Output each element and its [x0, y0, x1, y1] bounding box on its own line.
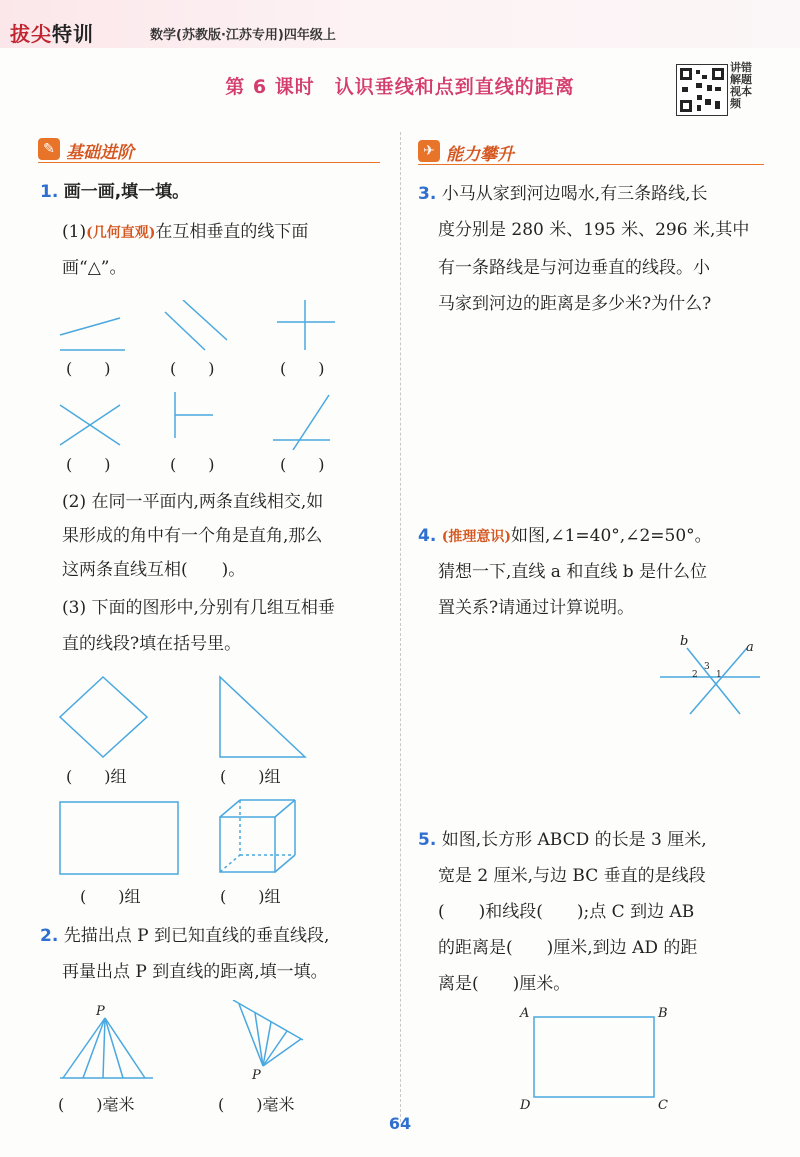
section-title-left: 基础进阶 [66, 143, 134, 163]
q5-line5: 离是( )厘米。 [438, 974, 571, 994]
q2-fig1-ray1 [63, 1018, 105, 1078]
q5-rectangle-figure [530, 1012, 660, 1102]
q1-part1-line1 [62, 212, 308, 253]
q3-line3: 有一条路线是与河边垂直的线段。小 [438, 258, 710, 278]
q1-group-blank-2[interactable]: ( )组 [220, 767, 281, 786]
q4-label-a: a [746, 640, 754, 655]
subject-label: 数学(苏教版·江苏专用)四年级上 [150, 28, 336, 43]
q4-line1 [418, 516, 712, 557]
q2-line1 [40, 916, 329, 956]
fig2-line-b [183, 300, 227, 340]
q3-line4: 马家到河边的距离是多少米?为什么? [438, 294, 712, 314]
q4-line-b [687, 648, 740, 714]
q3-number: 3. [418, 184, 437, 204]
q2-fig1-ray3 [103, 1018, 105, 1078]
q1-part1-line2: 画“△”。 [62, 258, 127, 278]
q2-mm-blank-2[interactable]: ( )毫米 [218, 1095, 295, 1114]
q4-number: 4. [418, 526, 437, 546]
q4-label-3: 3 [704, 662, 710, 672]
q2-fig1-ray5 [105, 1018, 145, 1078]
shape-rectangle [60, 802, 178, 874]
q1-group-blank-4[interactable]: ( )组 [220, 887, 281, 906]
q2-fig2-ray5 [263, 1039, 301, 1066]
q2-point-p-1: P [96, 1004, 105, 1019]
q4-line2: 猜想一下,直线 a 和直线 b 是什么位 [438, 562, 708, 582]
header-band [0, 0, 800, 48]
q1-blank-1[interactable]: ( ) [66, 359, 111, 378]
q3-text1: 小马从家到河边喝水,有三条路线,长 [441, 184, 708, 204]
page-number: 64 [388, 1114, 412, 1133]
q2-text1: 先描出点 P 到已知直线的垂直线段, [63, 926, 330, 946]
q1-blank-2[interactable]: ( ) [170, 359, 215, 378]
brand-logo [10, 18, 94, 47]
fig2-line-a [165, 312, 205, 350]
cube-edge-1 [220, 800, 240, 817]
q1-group-blank-3[interactable]: ( )组 [80, 887, 141, 906]
column-divider [400, 132, 401, 1122]
q5-number: 5. [418, 830, 437, 850]
q2-point-p-2: P [252, 1068, 261, 1083]
q2-line2: 再量出点 P 到直线的距离,填一填。 [62, 962, 328, 982]
q5-line3: ( )和线段( );点 C 到边 AB [438, 902, 695, 922]
shape-square-rotated [60, 677, 147, 757]
q1-group-blank-1[interactable]: ( )组 [66, 767, 127, 786]
q5-rectangle [534, 1017, 654, 1097]
q4-label-2: 2 [692, 670, 698, 680]
section-title-right: 能力攀升 [446, 145, 514, 165]
q5-vertex-b: B [658, 1006, 668, 1021]
q4-line-a [690, 648, 747, 714]
q1-part2-line3: 这两条直线互相( )。 [62, 560, 246, 580]
shape-cube-front [220, 817, 275, 872]
q2-fig1-ray4 [105, 1018, 123, 1078]
q1-part3-line2: 直的线段?填在括号里。 [62, 634, 242, 654]
fig6-line-slant [293, 395, 329, 450]
fig1-line-a [60, 318, 120, 335]
q1-blank-6[interactable]: ( ) [280, 455, 325, 474]
q1-title: 画一画,填一填。 [63, 182, 190, 202]
q3-line2: 度分别是 280 米、195 米、296 米,其中 [438, 220, 750, 240]
q1-part2-line1: (2) 在同一平面内,两条直线相交,如 [62, 492, 324, 512]
pencil-icon: ✎ [38, 138, 60, 160]
q5-vertex-d: D [520, 1098, 531, 1113]
q5-text1: 如图,长方形 ABCD 的长是 3 厘米, [441, 830, 707, 850]
q1-part3-line1: (3) 下面的图形中,分别有几组互相垂 [62, 598, 335, 618]
q1-number: 1. [40, 182, 59, 202]
qr-label: 讲错解题视本频 [730, 61, 752, 110]
q4-tag: (推理意识) [441, 529, 511, 545]
q4-text1: 如图,∠1=40°,∠2=50°。 [510, 526, 712, 546]
q5-line4: 的距离是( )厘米,到边 AD 的距 [438, 938, 698, 958]
q4-line3: 置关系?请通过计算说明。 [438, 598, 635, 618]
q1-figures-row1 [55, 300, 375, 360]
q2-mm-blank-1[interactable]: ( )毫米 [58, 1095, 135, 1114]
q5-vertex-c: C [658, 1098, 668, 1113]
q1-part2-line2: 果形成的角中有一个角是直角,那么 [62, 526, 323, 546]
q1-part1-number: (1) [62, 222, 87, 242]
rocket-icon: ✈ [418, 140, 440, 162]
q1-figures-row2 [55, 390, 375, 450]
qr-code-icon[interactable] [676, 64, 728, 116]
section-underline-left [38, 162, 380, 163]
section-underline-right [418, 164, 764, 165]
q2-fig1-ray2 [83, 1018, 105, 1078]
shape-right-triangle [220, 677, 305, 757]
lesson-title: 第 6 课时 认识垂线和点到直线的距离 [225, 76, 575, 98]
cube-edge-3 [275, 855, 295, 872]
q1-part1-text: 在互相垂直的线下面 [155, 222, 309, 242]
cube-edge-2 [275, 800, 295, 817]
q5-line2: 宽是 2 厘米,与边 BC 垂直的是线段 [438, 866, 706, 886]
cube-hidden-3 [220, 855, 240, 872]
q1-blank-5[interactable]: ( ) [170, 455, 215, 474]
q5-vertex-a: A [520, 1006, 530, 1021]
q2-fig2-base [233, 1000, 303, 1040]
q5-line1 [418, 820, 707, 860]
q4-label-b: b [680, 634, 689, 649]
q1-part1-tag: (几何直观) [86, 225, 156, 241]
q1-heading [40, 172, 189, 212]
q4-label-1: 1 [716, 670, 722, 680]
q2-fig2-ray2 [255, 1013, 263, 1066]
q2-fig2-ray1 [239, 1004, 263, 1066]
q1-blank-4[interactable]: ( ) [66, 455, 111, 474]
q3-line1 [418, 174, 708, 214]
brand-text-a: 拔尖 [10, 22, 52, 46]
brand-text-b: 特训 [52, 22, 94, 46]
q2-number: 2. [40, 926, 59, 946]
q1-blank-3[interactable]: ( ) [280, 359, 325, 378]
